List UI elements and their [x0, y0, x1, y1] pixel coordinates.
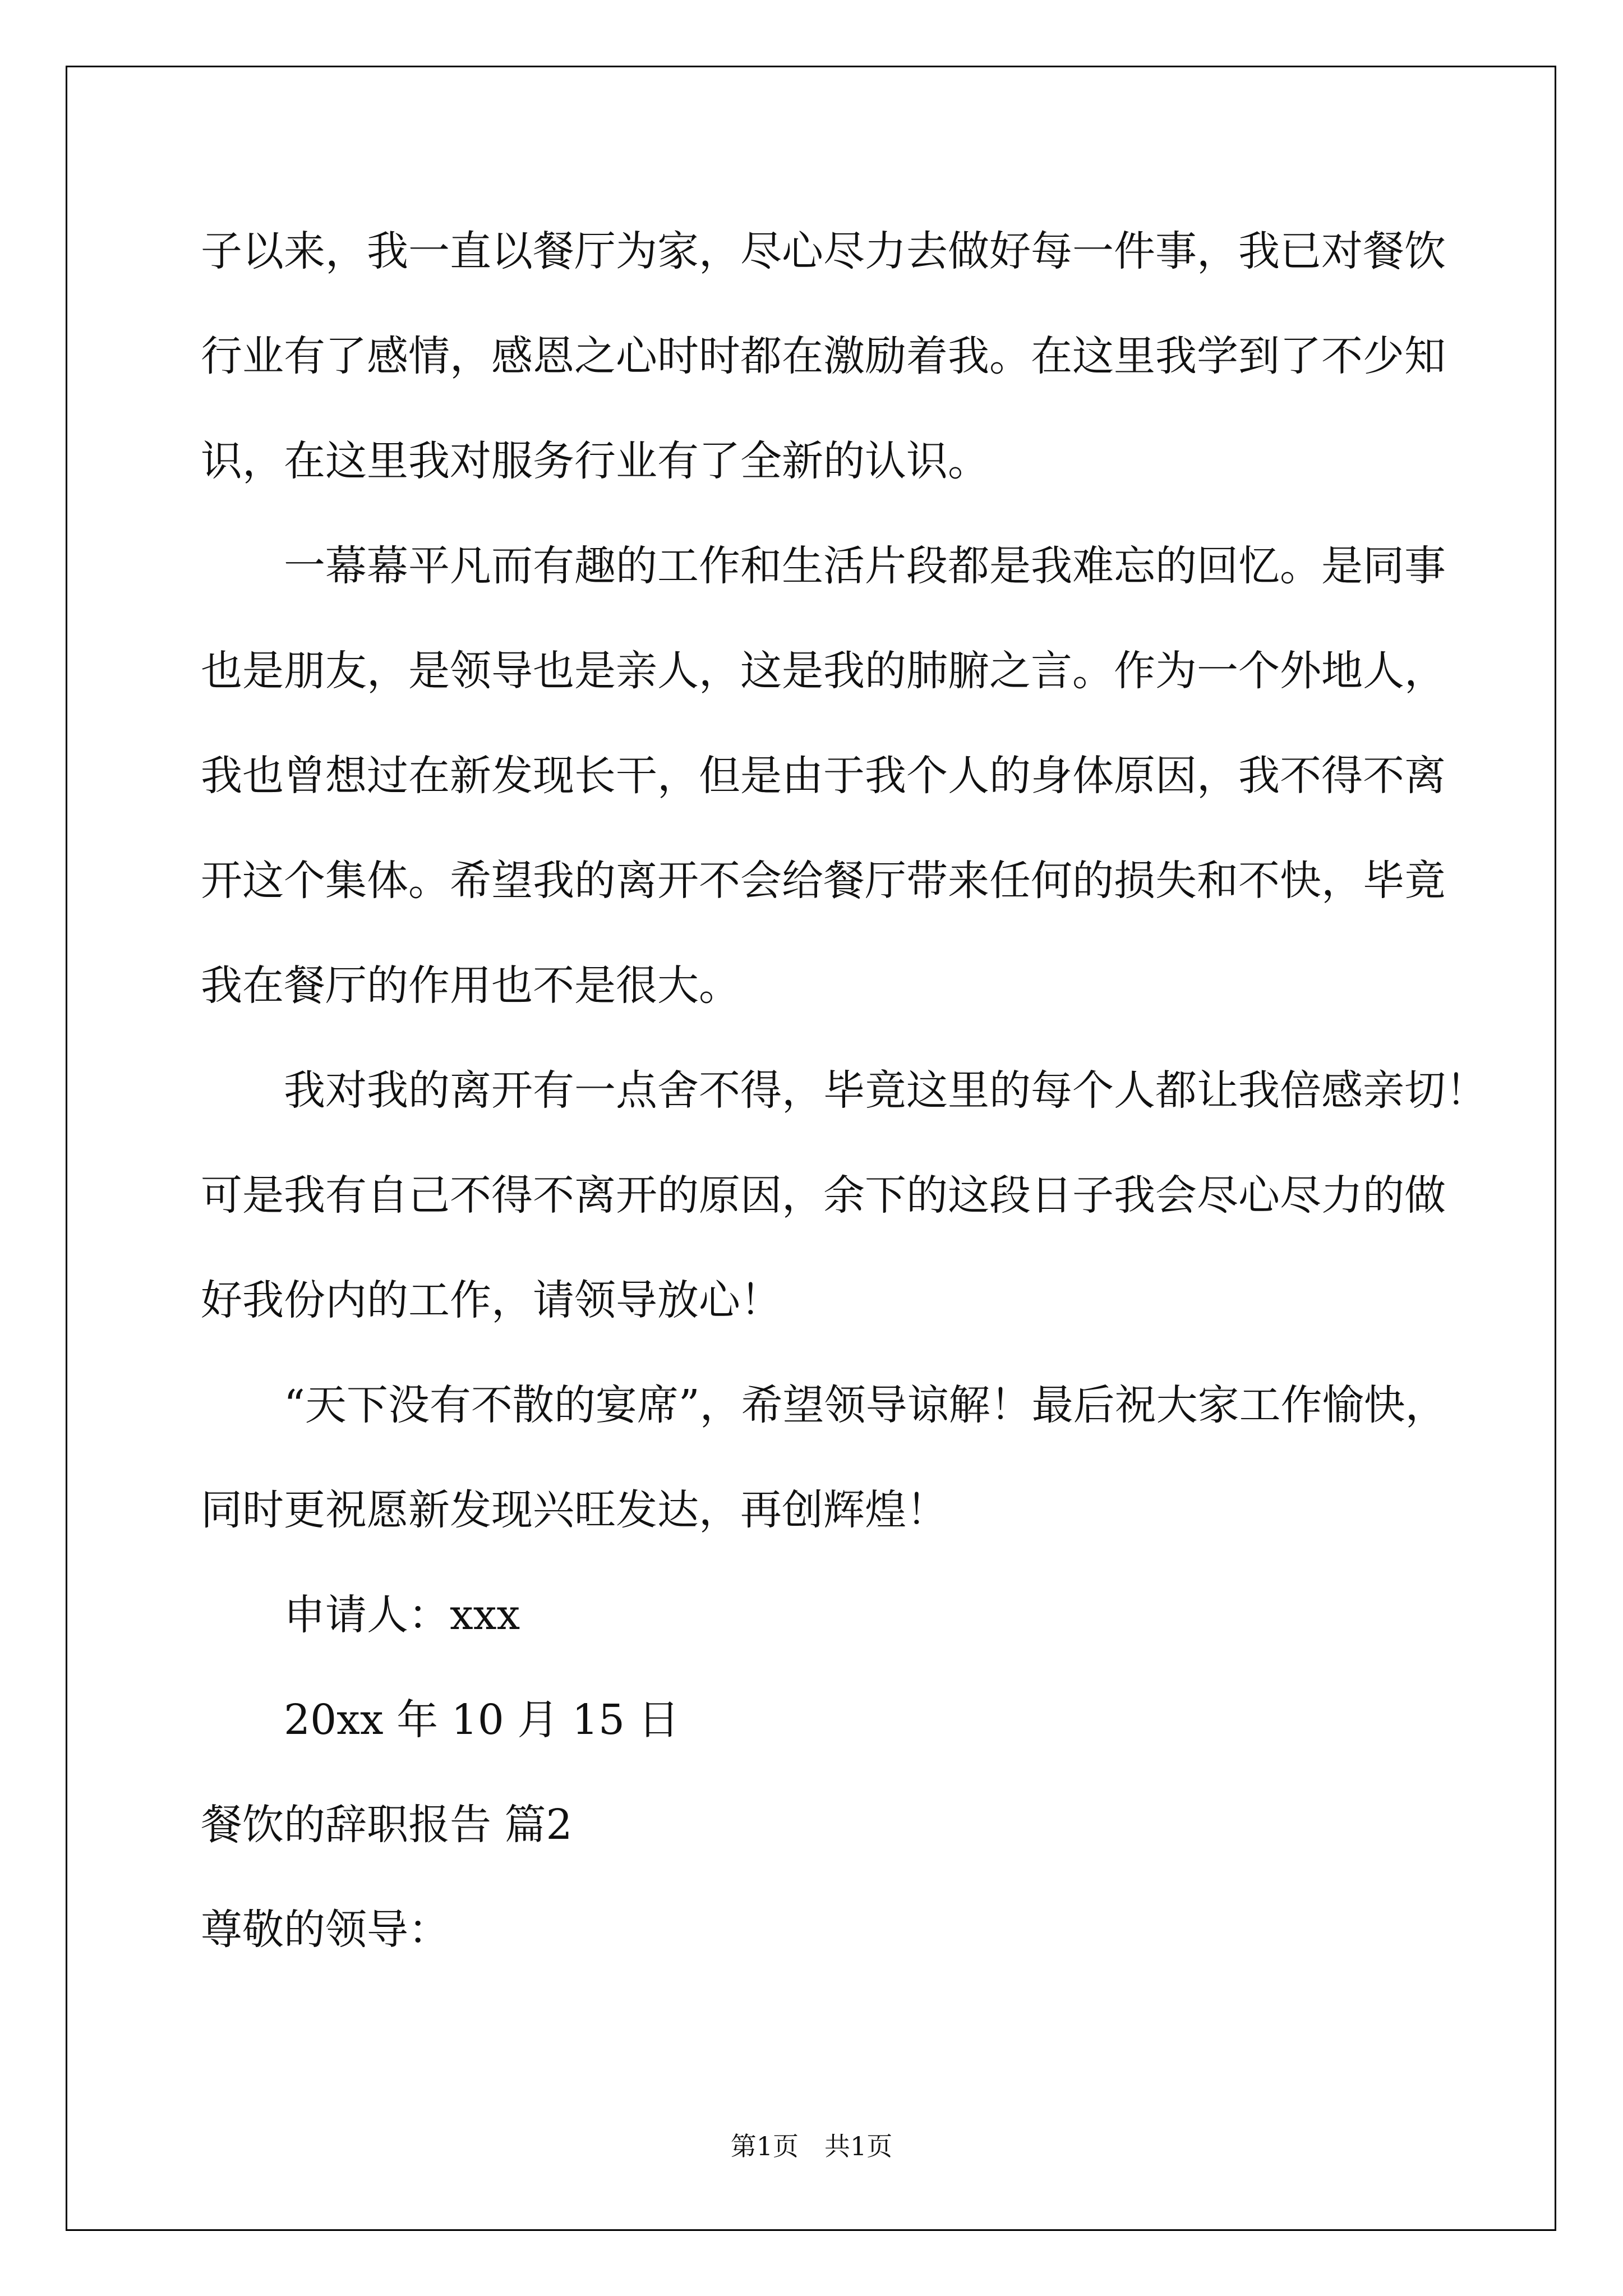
- paragraph-line: “天下没有不散的宴席”，希望领导谅解！最后祝大家工作愉快，: [284, 1381, 1447, 1429]
- paragraph-line: 一幕幕平凡而有趣的工作和生活片段都是我难忘的回忆。是同事: [284, 542, 1446, 590]
- page-footer: 第1页 共1页: [730, 2131, 893, 2161]
- paragraph-line: 也是朋友，是领导也是亲人，这是我的肺腑之言。作为一个外地人，: [201, 647, 1446, 695]
- signature-date: 20xx 年 10 月 15 日: [284, 1696, 680, 1744]
- applicant-signature: 申请人：xxx: [284, 1591, 520, 1639]
- paragraph-line: 我也曾想过在新发现长干，但是由于我个人的身体原因，我不得不离: [201, 752, 1446, 800]
- section-title: 餐饮的辞职报告 篇2: [201, 1801, 573, 1849]
- salutation: 尊敬的领导：: [201, 1906, 450, 1954]
- paragraph-line: 可是我有自己不得不离开的原因，余下的这段日子我会尽心尽力的做: [201, 1171, 1446, 1220]
- paragraph-line: 我对我的离开有一点舍不得，毕竟这里的每个人都让我倍感亲切！: [284, 1066, 1487, 1115]
- paragraph-line: 好我份内的工作，请领导放心！: [201, 1276, 782, 1324]
- paragraph-line: 子以来，我一直以餐厅为家，尽心尽力去做好每一件事，我已对餐饮: [201, 227, 1446, 275]
- document-body: [201, 199, 1487, 1982]
- paragraph-line: 我在餐厅的作用也不是很大。: [201, 961, 740, 1010]
- paragraph-line: 行业有了感情，感恩之心时时都在激励着我。在这里我学到了不少知: [201, 332, 1446, 380]
- paragraph-line: 识，在这里我对服务行业有了全新的认识。: [201, 437, 989, 485]
- paragraph-line: 同时更祝愿新发现兴旺发达，再创辉煌！: [201, 1486, 948, 1534]
- paragraph-line: 开这个集体。希望我的离开不会给餐厅带来任何的损失和不快，毕竟: [201, 857, 1446, 905]
